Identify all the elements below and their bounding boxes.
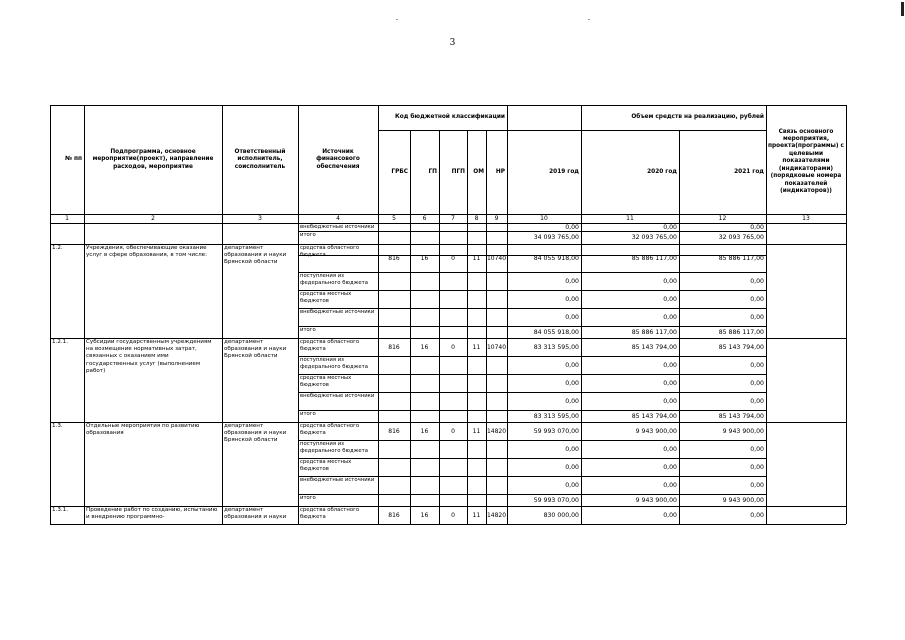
col-executor-header: Ответственный исполнитель, соисполнитель (234, 148, 286, 170)
col-number: 11 (626, 215, 634, 223)
code-vline (410, 223, 411, 524)
budget-code: 16 (420, 254, 429, 262)
value-regional: 85 143 794,00 (718, 343, 764, 351)
header-vline (410, 130, 411, 223)
row-number: 1.3.1. (52, 507, 69, 513)
budget-code: 11 (472, 343, 481, 351)
col-source-header: Источник финансового обеспечения (316, 148, 360, 170)
value-total: 34 093 765,00 (533, 234, 579, 242)
source-label-total: итого (300, 232, 316, 238)
source-label-regional: средства областного бюджета (300, 423, 360, 436)
value-federal: 0,00 (750, 361, 764, 369)
value-extra: 0,00 (750, 313, 764, 321)
year-col-header: 2021 год (734, 168, 764, 175)
col-number: 13 (802, 215, 810, 223)
value-local: 0,00 (750, 295, 764, 303)
budget-code: 0 (451, 511, 455, 519)
page-number: 3 (449, 38, 456, 48)
value-extra: 0,00 (663, 313, 677, 321)
col-number: 7 (451, 215, 455, 223)
program-name: Проведение работ по созданию, испытанию и внедрению программно- (86, 507, 218, 521)
col-number: 12 (718, 215, 727, 223)
value-local: 0,00 (663, 463, 677, 471)
source-label-total: итого (300, 411, 316, 417)
header-vline (439, 130, 440, 223)
body-vline (222, 223, 223, 524)
value-regional: 84 055 918,00 (533, 254, 579, 262)
value-regional: 0,00 (750, 511, 764, 519)
value-extra: 0,00 (565, 223, 579, 231)
col-number: 10 (540, 215, 548, 223)
program-name: Отдельные мероприятия по развитию образования (86, 423, 200, 437)
link-header: Связь основного мероприятия, проекта(программы) с целевыми показателями (индикаторами) (порядковые номера показателей (индикаторов)) (768, 128, 844, 194)
code-vline (486, 223, 487, 524)
value-extra: 0,00 (663, 397, 677, 405)
value-local: 0,00 (663, 295, 677, 303)
value-total: 59 993 070,00 (533, 496, 579, 504)
year-col-header: 2019 год (549, 168, 579, 175)
header-vline (378, 105, 379, 223)
value-total: 32 093 765,00 (631, 234, 677, 242)
budget-code: 10740 (486, 254, 507, 262)
code-col-header: ПГП (451, 168, 465, 175)
source-label-extra: внебюджетные источники (300, 393, 375, 399)
body-vline (766, 223, 767, 524)
col-program-header: Подпрограмма, основное мероприятие(проект), направление расходов, мероприятие (92, 148, 214, 170)
col-number: 6 (422, 215, 427, 223)
budget-code: 14820 (486, 511, 507, 519)
header-vline (766, 105, 767, 223)
header-vline (679, 130, 680, 223)
col-number: 5 (392, 215, 396, 223)
body-vline (84, 223, 85, 524)
value-total: 85 143 794,00 (718, 412, 764, 420)
value-local: 0,00 (750, 463, 764, 471)
value-regional: 85 143 794,00 (631, 343, 677, 351)
executor-name: департамент образования и науки (224, 507, 287, 521)
col-number: 9 (494, 215, 499, 223)
source-label-regional: средства областного бюджета (300, 245, 360, 258)
source-label-local: средства местных бюджетов (300, 291, 352, 304)
value-federal: 0,00 (565, 361, 579, 369)
col-number: 2 (151, 215, 155, 223)
col-number: 1 (65, 215, 69, 223)
source-label-total: итого (300, 495, 316, 501)
col-number: 3 (258, 215, 262, 223)
value-total: 32 093 765,00 (718, 234, 764, 242)
source-label-regional: средства областного бюджета (300, 507, 360, 520)
value-local: 0,00 (565, 379, 579, 387)
value-regional: 830 000,00 (543, 511, 579, 519)
value-federal: 0,00 (565, 445, 579, 453)
value-federal: 0,00 (663, 361, 677, 369)
budget-code: 16 (420, 511, 429, 519)
code-col-header: ГРБС (391, 168, 408, 175)
row-number: 1.3. (52, 423, 63, 429)
executor-name: департамент образования и науки Брянской области (224, 339, 287, 360)
value-local: 0,00 (565, 295, 579, 303)
value-federal: 0,00 (663, 445, 677, 453)
value-local: 0,00 (565, 463, 579, 471)
col-num-header: № пп (64, 156, 82, 163)
budget-code-header: Код бюджетной классификации (394, 114, 505, 121)
header-vline (84, 105, 85, 223)
source-label-local: средства местных бюджетов (300, 375, 352, 388)
value-total: 84 055 918,00 (533, 328, 579, 336)
source-label-federal: поступления из федерального бюджета (300, 357, 368, 370)
value-extra: 0,00 (750, 481, 764, 489)
body-vline (846, 223, 847, 524)
code-col-header: ОМ (473, 168, 484, 175)
value-total: 85 143 794,00 (631, 412, 677, 420)
budget-code: 11 (472, 427, 481, 435)
year-col-header: 2020 год (647, 168, 677, 175)
source-label-regional: средства областного бюджета (300, 339, 360, 352)
value-total: 85 886 117,00 (718, 328, 764, 336)
body-vline (50, 223, 51, 524)
source-label-local: средства местных бюджетов (300, 459, 352, 472)
value-federal: 0,00 (750, 445, 764, 453)
budget-code: 14820 (486, 427, 507, 435)
value-regional: 83 313 595,00 (533, 343, 579, 351)
value-local: 0,00 (663, 379, 677, 387)
budget-code: 16 (420, 343, 429, 351)
budget-code: 0 (451, 254, 455, 262)
header-vline (846, 105, 847, 223)
value-total: 85 886 117,00 (631, 328, 677, 336)
value-federal: 0,00 (663, 277, 677, 285)
value-regional: 0,00 (663, 511, 677, 519)
col-number: 8 (474, 215, 479, 223)
budget-code: 816 (388, 511, 400, 519)
value-federal: 0,00 (565, 277, 579, 285)
value-regional: 85 886 117,00 (631, 254, 677, 262)
header-vline (467, 130, 468, 223)
value-local: 0,00 (750, 379, 764, 387)
source-label-total: итого (300, 327, 316, 333)
budget-code: 16 (420, 427, 429, 435)
value-extra: 0,00 (750, 223, 764, 231)
value-total: 9 943 900,00 (722, 496, 764, 504)
budget-code: 11 (472, 254, 481, 262)
value-extra: 0,00 (565, 313, 579, 321)
executor-name: департамент образования и науки Брянской области (224, 245, 287, 266)
value-regional: 59 993 070,00 (533, 427, 579, 435)
source-label-federal: поступления из федерального бюджета (300, 273, 368, 286)
code-col-header: ГП (428, 168, 437, 175)
header-vline (486, 130, 487, 223)
row-number: 1.2.1. (52, 339, 69, 345)
value-extra: 0,00 (663, 223, 677, 231)
source-label-extra: внебюджетные источники (300, 477, 375, 483)
budget-code: 0 (451, 343, 455, 351)
value-extra: 0,00 (565, 397, 579, 405)
executor-name: департамент образования и науки Брянской области (224, 423, 287, 444)
budget-code: 816 (388, 254, 400, 262)
value-regional: 9 943 900,00 (722, 427, 764, 435)
budget-code: 11 (472, 511, 481, 519)
source-label-federal: поступления из федерального бюджета (300, 441, 368, 454)
value-extra: 0,00 (663, 481, 677, 489)
value-total: 9 943 900,00 (635, 496, 677, 504)
row-number: 1.2. (52, 245, 63, 251)
program-name: Учреждения, обеспечивающие оказание услуг в сфере образования, в том числе: (86, 245, 207, 259)
value-federal: 0,00 (750, 277, 764, 285)
volume-header: Объем средств на реализацию, рублей (631, 114, 764, 121)
header-vline (298, 105, 299, 223)
source-label-extra: внебюджетные источники (300, 224, 375, 230)
value-regional: 9 943 900,00 (635, 427, 677, 435)
budget-code: 816 (388, 427, 400, 435)
value-extra: 0,00 (565, 481, 579, 489)
budget-code: 10740 (486, 343, 507, 351)
value-total: 83 313 595,00 (533, 412, 579, 420)
value-regional: 85 886 117,00 (718, 254, 764, 262)
header-vline (50, 105, 51, 223)
budget-code: 0 (451, 427, 455, 435)
source-label-extra: внебюджетные источники (300, 309, 375, 315)
col-number: 4 (336, 215, 340, 223)
code-col-header: НР (495, 168, 505, 175)
code-vline (467, 223, 468, 524)
budget-code: 816 (388, 343, 400, 351)
table-bottom-border (50, 524, 846, 525)
header-vline (507, 105, 508, 223)
header-vline (222, 105, 223, 223)
code-vline (439, 223, 440, 524)
program-name: Субсидии государственным учреждениям на возмещение нормативных затрат, связанных с оказанием ими государственных услуг (выполнением работ) (86, 339, 212, 374)
value-extra: 0,00 (750, 397, 764, 405)
